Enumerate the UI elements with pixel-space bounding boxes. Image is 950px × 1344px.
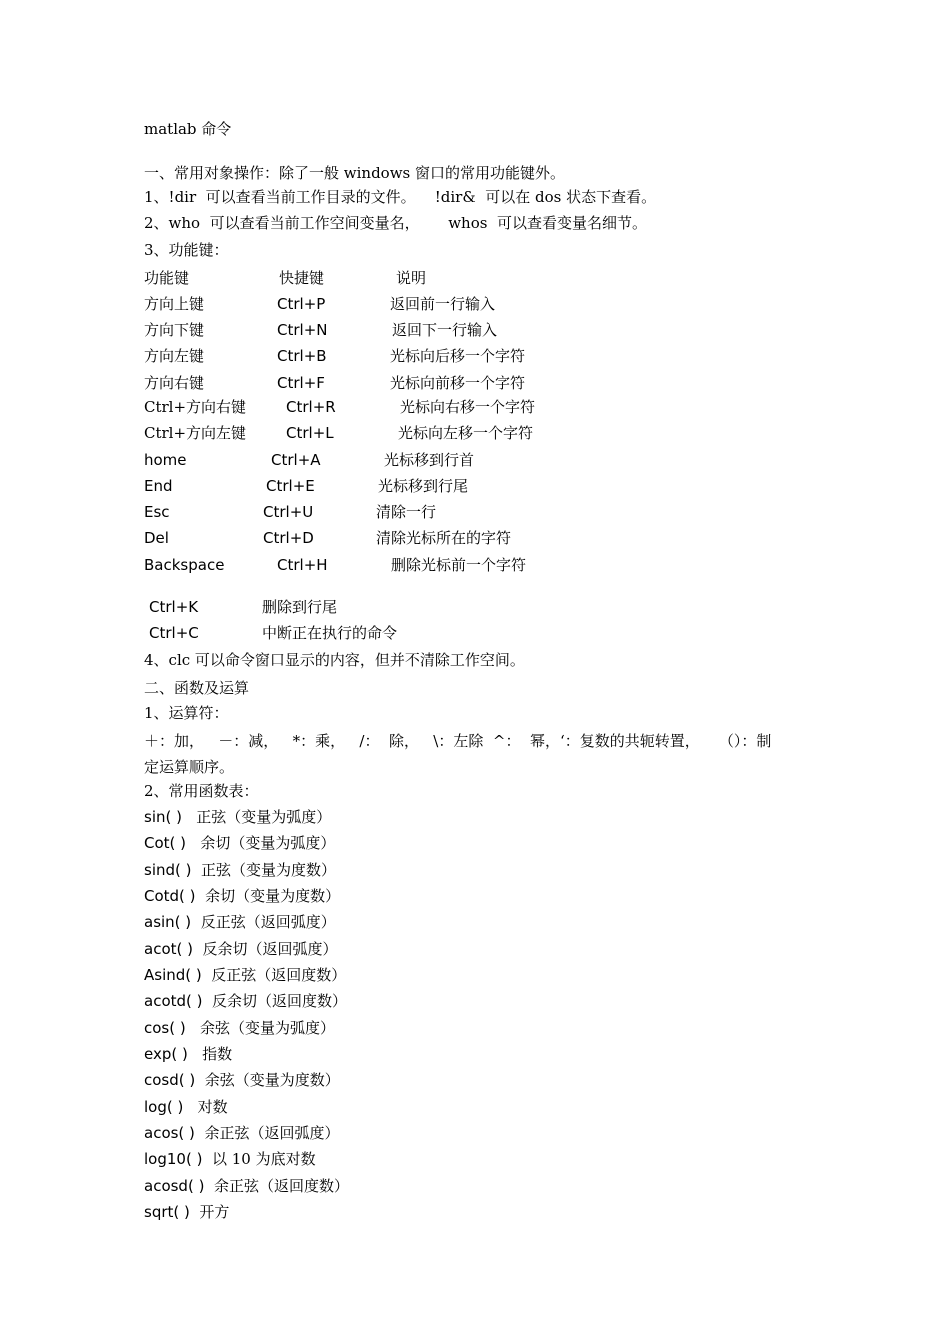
table-cell: 方向下键	[144, 321, 205, 339]
function-desc: 余切（变量为度数）	[205, 887, 341, 905]
table-cell: Del	[144, 529, 169, 547]
function-name: sqrt( )	[144, 1203, 190, 1221]
section2-heading: 二、函数及运算	[144, 679, 250, 697]
function-name: acos( )	[144, 1124, 195, 1142]
table-cell: 光标向后移一个字符	[390, 347, 526, 365]
function-name: cos( )	[144, 1019, 186, 1037]
function-desc: 反余切（返回弧度）	[202, 940, 338, 958]
function-desc: 以 10 为底对数	[211, 1150, 316, 1168]
table-cell: 删除到行尾	[262, 598, 338, 616]
table-cell: Ctrl+H	[277, 556, 328, 574]
table-cell: Ctrl+方向右键	[144, 398, 247, 416]
function-name: asin( )	[144, 913, 192, 931]
table-cell: 删除光标前一个字符	[391, 556, 527, 574]
function-name: cosd( )	[144, 1071, 196, 1089]
document-title: matlab 命令	[144, 120, 232, 138]
table-cell: Ctrl+E	[266, 477, 315, 495]
function-desc: 余切（变量为弧度）	[200, 834, 336, 852]
list-item	[144, 1018, 335, 1038]
table-cell: 返回前一行输入	[390, 295, 496, 313]
table-cell: Ctrl+B	[277, 347, 327, 365]
table-cell: 光标移到行尾	[378, 477, 469, 495]
table-cell: 中断正在执行的命令	[262, 624, 398, 642]
section1-heading: 一、常用对象操作：除了一般 windows 窗口的常用功能键外。	[144, 164, 566, 182]
table-cell: 方向上键	[144, 295, 205, 313]
function-desc: 正弦（变量为度数）	[201, 861, 337, 879]
list-item	[144, 965, 346, 985]
operators-line2: 定运算顺序。	[144, 758, 235, 776]
function-name: sind( )	[144, 861, 192, 879]
table-cell: 清除光标所在的字符	[376, 529, 512, 547]
list-item	[144, 1044, 232, 1064]
function-desc: 余正弦（返回度数）	[213, 1177, 349, 1195]
function-desc: 反正弦（返回度数）	[211, 966, 347, 984]
function-name: Asind( )	[144, 966, 202, 984]
table-cell: Ctrl+R	[286, 398, 336, 416]
table-cell: End	[144, 477, 173, 495]
section2-item2: 2、常用函数表：	[144, 782, 259, 800]
list-item	[144, 1097, 228, 1117]
table-cell: 光标向右移一个字符	[400, 398, 536, 416]
list-item	[144, 860, 336, 880]
table-cell: Ctrl+L	[286, 424, 334, 442]
table-cell: 光标向左移一个字符	[398, 424, 534, 442]
list-item	[144, 1176, 349, 1196]
function-desc: 指数	[202, 1045, 233, 1063]
function-name: log( )	[144, 1098, 184, 1116]
list-item	[144, 1070, 340, 1090]
function-desc: 余正弦（返回弧度）	[204, 1124, 340, 1142]
list-item	[144, 833, 335, 853]
function-desc: 余弦（变量为弧度）	[200, 1019, 336, 1037]
function-name: exp( )	[144, 1045, 188, 1063]
function-name: Cot( )	[144, 834, 187, 852]
section1-item2: 2、who 可以查看当前工作空间变量名， whos 可以查看变量名细节。	[144, 214, 647, 232]
function-desc: 对数	[197, 1098, 228, 1116]
list-item	[144, 1123, 339, 1143]
function-name: acot( )	[144, 940, 193, 958]
table-cell: Ctrl+K	[149, 598, 199, 616]
list-item	[144, 912, 336, 932]
table-cell: Ctrl+C	[149, 624, 199, 642]
list-item	[144, 807, 331, 827]
section1-item4: 4、clc 可以命令窗口显示的内容，但并不清除工作空间。	[144, 651, 525, 669]
table-cell: Ctrl+N	[277, 321, 328, 339]
table-cell: 方向右键	[144, 374, 205, 392]
table-cell: Ctrl+D	[263, 529, 314, 547]
section2-item1: 1、运算符：	[144, 704, 229, 722]
function-name: log10( )	[144, 1150, 203, 1168]
table-cell: home	[144, 451, 187, 469]
section1-item3: 3、功能键：	[144, 241, 229, 259]
function-name: sin( )	[144, 808, 182, 826]
table-header-key: 功能键	[144, 269, 190, 287]
table-header-description: 说明	[396, 269, 427, 287]
function-name: acotd( )	[144, 992, 203, 1010]
function-desc: 余弦（变量为度数）	[204, 1071, 340, 1089]
table-header-shortcut: 快捷键	[279, 269, 325, 287]
table-cell: Ctrl+方向左键	[144, 424, 247, 442]
list-item	[144, 991, 347, 1011]
table-cell: 清除一行	[376, 503, 437, 521]
table-cell: Ctrl+A	[271, 451, 321, 469]
list-item	[144, 1202, 229, 1222]
table-cell: Esc	[144, 503, 170, 521]
table-cell: Backspace	[144, 556, 225, 574]
function-name: Cotd( )	[144, 887, 196, 905]
table-cell: 光标向前移一个字符	[390, 374, 526, 392]
table-cell: 方向左键	[144, 347, 205, 365]
list-item	[144, 1149, 316, 1169]
function-desc: 反余切（返回度数）	[212, 992, 348, 1010]
list-item	[144, 939, 338, 959]
table-cell: 光标移到行首	[384, 451, 475, 469]
function-desc: 正弦（变量为弧度）	[196, 808, 332, 826]
function-desc: 开方	[199, 1203, 230, 1221]
function-desc: 反正弦（返回弧度）	[200, 913, 336, 931]
table-cell: 返回下一行输入	[392, 321, 498, 339]
section1-item1: 1、!dir 可以查看当前工作目录的文件。 !dir& 可以在 dos 状态下查看。	[144, 188, 657, 206]
operators-line1: ＋：加， －：减， *：乘， /： 除， \：左除 ^： 幂，‘：复数的共轭转置， （）：制	[144, 732, 772, 750]
table-cell: Ctrl+P	[277, 295, 326, 313]
list-item	[144, 886, 340, 906]
function-name: acosd( )	[144, 1177, 205, 1195]
table-cell: Ctrl+F	[277, 374, 325, 392]
table-cell: Ctrl+U	[263, 503, 314, 521]
